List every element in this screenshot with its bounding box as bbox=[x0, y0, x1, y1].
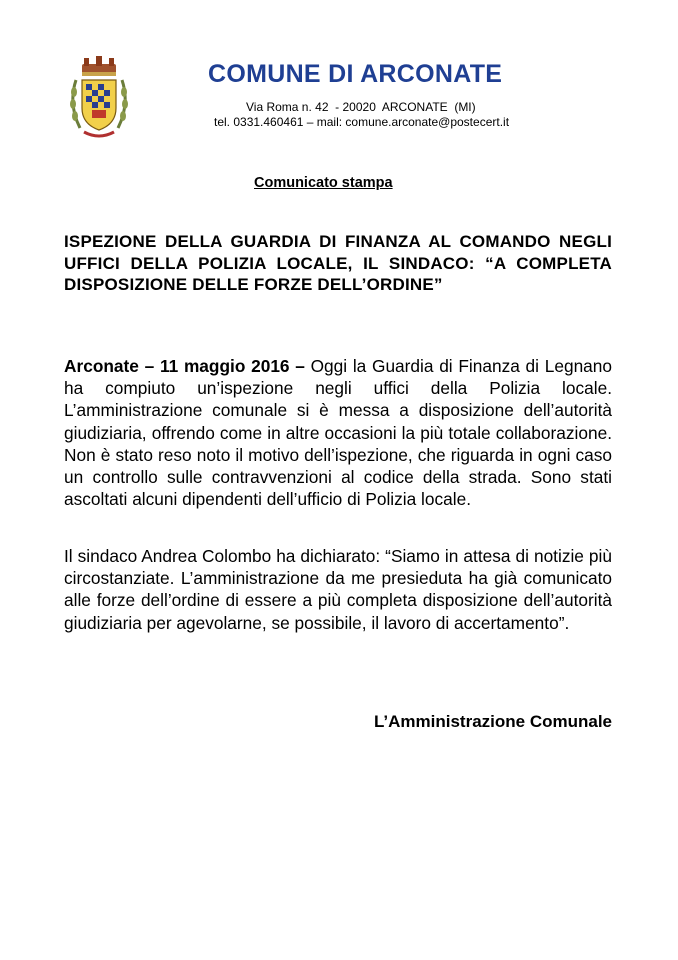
org-title: COMUNE DI ARCONATE bbox=[208, 60, 503, 88]
dateline: Arconate – 11 maggio 2016 – bbox=[64, 356, 305, 376]
press-release-headline: ISPEZIONE DELLA GUARDIA DI FINANZA AL COMANDO NEGLI UFFICI DELLA POLIZIA LOCALE, IL SINDACO: “A COMPLETA DISPOSIZIONE DELLE FORZE DELL’ORDINE” bbox=[64, 232, 612, 294]
municipal-crest-icon bbox=[66, 52, 132, 142]
org-contacts: tel. 0331.460461 – mail: comune.arconate@postecert.it bbox=[214, 115, 510, 129]
paragraph-1-text: Oggi la Guardia di Finanza di Legnano ha compiuto un’ispezione negli uffici della Polizia locale. L’amministrazione comunale si è messa a disposizione dell’autorità giudiziaria, offrendo come in altre occasioni la più totale collaborazione. Non è stato reso noto il motivo dell’ispezione, che riguarda in ogni caso un controllo sulle contravvenzioni al codice della strada. Sono stati ascoltati alcuni dipendenti dell’ufficio di Polizia locale. bbox=[64, 356, 613, 510]
org-address: Via Roma n. 42 - 20020 ARCONATE (MI) bbox=[246, 100, 476, 114]
signature: L’Amministrazione Comunale bbox=[373, 712, 612, 731]
body-paragraph-1 bbox=[64, 355, 612, 510]
body-paragraph-2: Il sindaco Andrea Colombo ha dichiarato: “Siamo in attesa di notizie più circostanziate. L’amministrazione da me presieduta ha già comunicato alle forze dell’ordine di essere a più completa disposizione dell’autorità giudiziaria per agevolarne, se possibile, il lavoro di accertamento”. bbox=[64, 546, 612, 633]
document-type-label: Comunicato stampa bbox=[254, 175, 393, 191]
